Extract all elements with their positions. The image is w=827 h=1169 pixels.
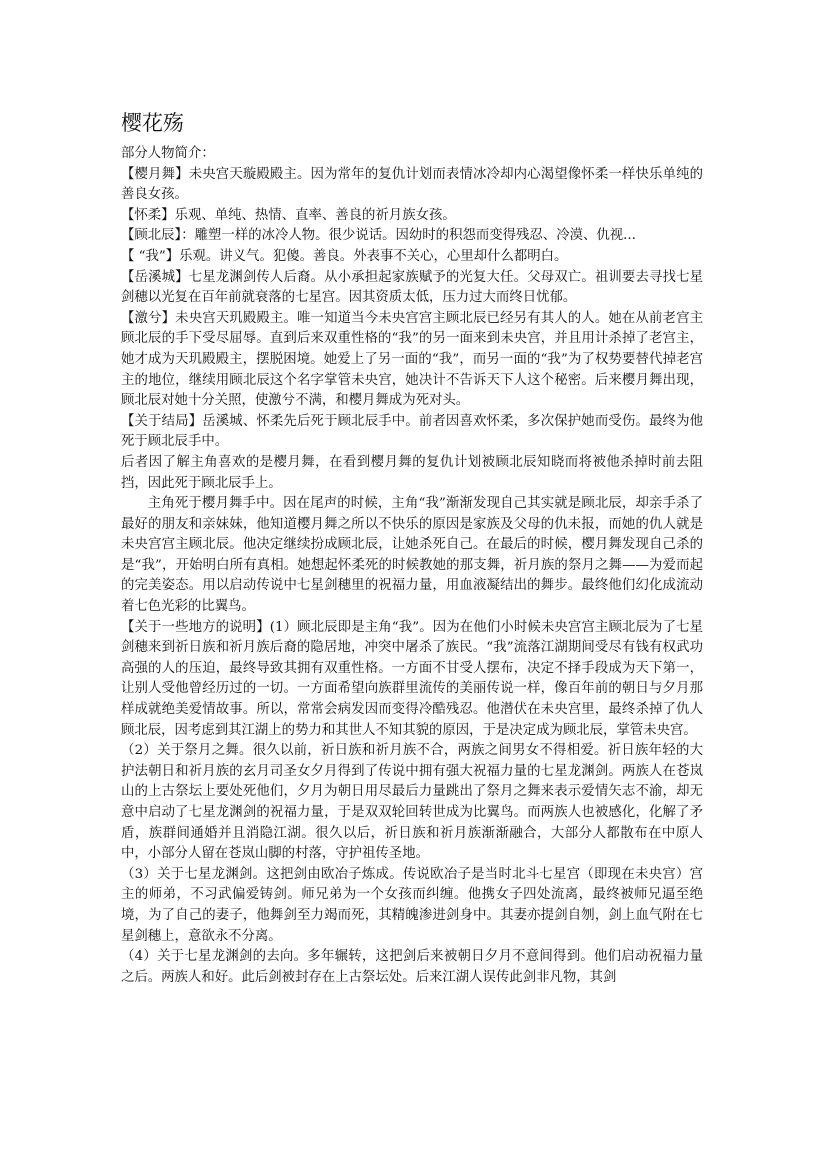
paragraph	[121, 247, 703, 268]
intro-heading: 部分人物简介：	[121, 146, 215, 161]
paragraph-tag: 【关于结局】	[121, 413, 203, 429]
paragraph-text: 未央宫天玑殿殿主。唯一知道当今未央宫宫主顾北辰已经另有其人的人。她在从前老宫主顾北辰的手下受尽屈辱。直到后来双重性格的“我”的另一面来到未央宫，并且用计杀掉了老宫主，她才成为天玑殿殿主，摆脱困境。她爱上了另一面的“我”，而另一面的“我”为了权势要替代掉老宫主的地位，继续用顾北辰这个名字掌管未央宫，她决计不告诉天下人这个秘密。后来樱月舞出现，顾北辰对她十分关照，使激兮不满，和樱月舞成为死对头。	[121, 310, 703, 409]
paragraph-text: 主角死于樱月舞手中。因在尾声的时候，主角“我”渐渐发现自己其实就是顾北辰，却亲手杀了最好的朋友和亲妹妹，他知道樱月舞之所以不快乐的原因是家族及父母的仇未报，而她的仇人就是未央宫宫主顾北辰。他决定继续扮成顾北辰，让她杀死自己。在最后的时候，樱月舞发现自己杀的是“我”，开始明白所有真相。她想起怀柔死的时候教她的那支舞，祈月族的祭月之舞——为爱而起的完美姿态。用以启动传说中七星剑穗里的祝福力量，用血液凝结出的舞步。最终他们幻化成流动着七色光彩的比翼鸟。	[121, 496, 703, 615]
paragraph-tag: 【怀柔】	[121, 207, 175, 223]
paragraph-tag: 【顾北辰】	[121, 228, 182, 244]
paragraph-text: 乐观、单纯、热情、直率、善良的祈月族女孩。	[174, 207, 456, 223]
paragraph-text: 未央宫天璇殿殿主。因为常年的复仇计划而表情冰冷却内心渴望像怀柔一样快乐单纯的善良女孩。	[121, 166, 704, 203]
paragraph-text: （4）关于七星龙渊剑的去向。多年辗转，这把剑后来被朝日夕月不意间得到。他们启动祝福力量之后。两族人和好。此后剑被封存在上古祭坛处。后来江湖人误传此剑非凡物，其剑	[121, 949, 703, 985]
paragraph	[121, 165, 703, 206]
paragraph	[121, 226, 703, 247]
paragraph	[121, 268, 703, 309]
paragraph	[121, 494, 703, 618]
paragraph	[121, 453, 703, 494]
paragraph	[121, 741, 703, 865]
paragraph-text: ：雕塑一样的冰冷人物。很少说话。因幼时的积怨而变得残忍、冷漠、仇视...	[181, 228, 636, 244]
paragraph-tag: 【激兮】	[121, 310, 176, 326]
document-title: 樱花殇	[121, 111, 184, 135]
paragraph-text: (1）顾北辰即是主角“我”。因为在他们小时候未央宫宫主顾北辰为了七星剑穗来到祈日族和祈月族后裔的隐居地，冲突中屠杀了族民。“我”流落江湖期间受尽有钱有权武功高强的人的压迫，最终导致其拥有双重性格。一方面不甘受人摆布，决定不择手段成为天下第一，让别人受他曾经历过的一切。一方面希望向族群里流传的美丽传说一样，像百年前的朝日与夕月那样成就绝美爱情故事。所以，常常会病发因而变得冷酷残忍。他潜伏在未央宫里，最终杀掉了仇人顾北辰，因考虑到其江湖上的势力和其世人不知其貌的原因，于是决定成为顾北辰，掌管未央宫。	[121, 619, 703, 738]
paragraph-text: （2）关于祭月之舞。很久以前，祈日族和祈月族不合，两族之间男女不得相爱。祈日族年轻的大护法朝日和祈月族的玄月司圣女夕月得到了传说中拥有强大祝福力量的七星龙渊剑。两族人在苍岚山的上古祭坛上要处死他们，夕月为朝日用尽最后力量跳出了祭月之舞来表示爱情矢志不渝，却无意中启动了七星龙渊剑的祝福力量，于是双双轮回转世成为比翼鸟。而两族人也被感化，化解了矛盾，族群间通婚并且消隐江湖。很久以后，祈日族和祈月族渐渐融合，大部分人都散布在中原人中，小部分人留在苍岚山脚的村落，守护祖传圣地。	[121, 743, 703, 862]
paragraph-tag: 【 “我”】	[121, 248, 180, 264]
paragraph	[121, 618, 703, 742]
paragraph-tag: 【岳溪城】	[121, 269, 189, 285]
paragraph-text: 七星龙渊剑传人后裔。从小承担起家族赋予的光复大任。父母双亡。祖训要去寻找七星剑穗以光复在百年前就衰落的七星宫。因其资质太低，压力过大而终日忧郁。	[121, 269, 704, 306]
paragraph-list	[121, 165, 703, 989]
paragraph-tag: 【关于一些地方的说明】	[121, 619, 270, 635]
document-page	[121, 108, 703, 988]
paragraph	[121, 309, 703, 412]
paragraph-text: 岳溪城、怀柔先后死于顾北辰手中。前者因喜欢怀柔，多次保护她而受伤。最终为他死于顾北辰手中。	[121, 413, 704, 450]
paragraph-text: 后者因了解主角喜欢的是樱月舞，在看到樱月舞的复仇计划被顾北辰知晓而将被他杀掉时前去阻挡，因此死于顾北辰手上。	[121, 454, 703, 491]
paragraph	[121, 206, 703, 227]
paragraph	[121, 947, 703, 988]
paragraph	[121, 865, 703, 947]
paragraph-text: 乐观。讲义气。犯傻。善良。外表事不关心，心里却什么都明白。	[179, 248, 568, 264]
paragraph-tag: 【樱月舞】	[121, 166, 189, 182]
paragraph	[121, 412, 703, 453]
paragraph-text: （3）关于七星龙渊剑。这把剑由欧冶子炼成。传说欧冶子是当时北斗七星宫（即现在未央宫）宫主的师弟，不习武偏爱铸剑。师兄弟为一个女孩而纠缠。他携女子四处流离，最终被师兄逼至绝境，为了自己的妻子，他舞剑至力竭而死，其精魄渗进剑身中。其妻亦提剑自刎，剑上血气附在七星剑穗上，意欲永不分离。	[121, 866, 703, 944]
